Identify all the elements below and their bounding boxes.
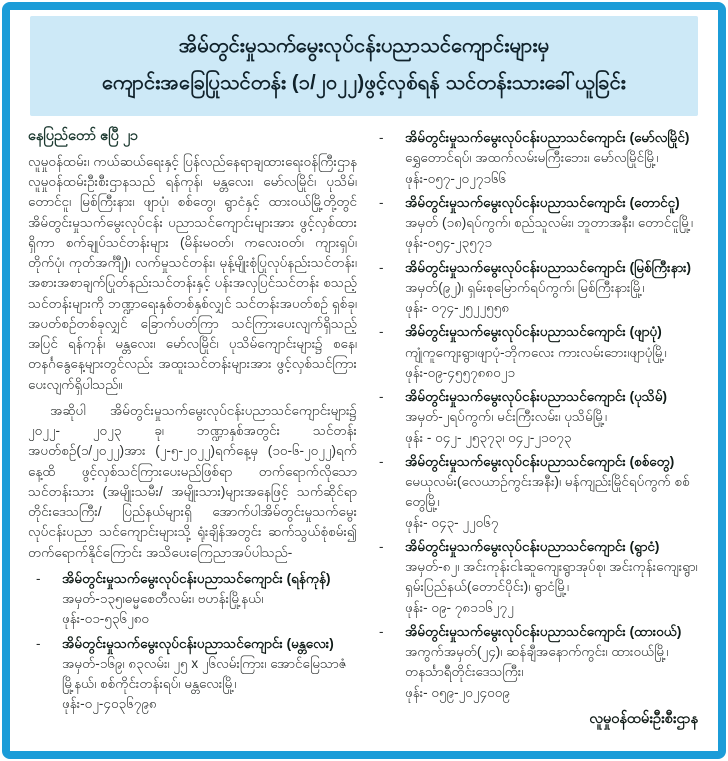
school-name: အိမ်တွင်းမှုသက်မွေးလုပ်ငန်းပညာသင်ကျောင်း (မြစ်ကြီးနား) bbox=[405, 259, 692, 275]
school-name: အိမ်တွင်းမှုသက်မွေးလုပ်ငန်းပညာသင်ကျောင်း (ထားဝယ်) bbox=[405, 623, 682, 639]
school-address: မေယုလမ်း(လေယာဉ်ကွင်းအနီး)၊ မန်ကျည်းမြိုင်ရပ်ကွက် စစ်တွေမြို့၊ bbox=[405, 474, 690, 510]
blue-frame-border bbox=[2, 2, 726, 759]
school-address: အမှတ်(၉၂)၊ ရှမ်းစုမြောက်ရပ်ကွက်၊ မြစ်ကြီးနားမြို့၊ bbox=[405, 279, 645, 295]
list-dash: - bbox=[379, 623, 384, 639]
notice-title-line2: ကျောင်းအခြေပြုသင်တန်း (၁/၂၀၂၂)ဖွင့်လှစ်ရန် သင်တန်းသားခေါ်ယူခြင်း bbox=[102, 72, 626, 94]
school-name: အိမ်တွင်းမှုသက်မွေးလုပ်ငန်းပညာသင်ကျောင်း (ပုသိမ်) bbox=[405, 389, 668, 404]
list-dash: - bbox=[379, 130, 384, 145]
school-address: အမှတ် (၁၈)ရပ်ကွက်၊ စည်သူလမ်း၊ ဘူတာအနီး၊ တောင်ငူမြို့၊ bbox=[405, 215, 694, 230]
school-address: ကျုံကူကျေးရွာ၊ဖျာပုံ-ဘိုကလေး ကားလမ်းဘေး၊ဖျာပုံမြို့၊ bbox=[405, 344, 667, 360]
list-dash: - bbox=[36, 570, 41, 586]
list-dash: - bbox=[379, 324, 384, 340]
paragraph-1: လူမှုဝန်ထမ်း၊ ကယ်ဆယ်ရေးနှင့် ပြန်လည်နေရာချထားရေးဝန်ကြီးဌာန လူမှုဝန်ထမ်းဦးစီးဌာနသည် ရန်ကုန်၊ မန္တလေး၊ မော်လမြိုင်၊ ပုသိမ်၊ တောင်ငူ၊ မြစ်ကြီးနား၊ ဖျာပုံ၊ စစ်တွေ၊ ရွာငံနှင့် ထားဝယ်မြို့တို့တွင် အိမ်တွင်းမှုသက်မွေးလုပ်ငန်း ပညာသင်ကျောင်းများအား ဖွင့်လှစ်ထားရှိကာ စက်ချုပ်သင်တန်းများ (မိန်းမဝတ်၊ ကလေးဝတ်၊ ကျားရှပ်၊ တိုက်ပုံ၊ ကုတ်အင်္ကျီ)၊ လက်မှုသင်တန်း၊ မုန့်မျိုးစုံပြုလုပ်နည်းသင်တန်း၊ အစားအစာချက်ပြုတ်နည်းသင်တန်းနှင့် ပန်းအလှပြင်သင်တန်း စသည့်သင်တန်းများကို ဘဏ္ဍာရေးနှစ်တစ်နှစ်လျှင် သင်တန်းအပတ်စဉ် ရှစ်ခု၊ အပတ်စဉ်တစ်ခုလျှင် ခြောက်ပတ်ကြာ သင်ကြားပေးလျက်ရှိသည့်အပြင် ရန်ကုန်၊ မန္တလေး၊ မော်လမြိုင်၊ ပုသိမ်ကျောင်းများ၌ စနေ၊ တနင်္ဂနွေနေ့များတွင်လည်း အထူးသင်တန်းများအား ဖွင့်လှစ်သင်ကြားပေးလျက်ရှိပါသည်။ bbox=[28, 153, 357, 392]
school-entry-taungoo bbox=[371, 193, 700, 254]
school-phone: ဖုန်း- ၀၅၉-၂၀၂၄၀၀၉ bbox=[405, 684, 510, 700]
title-banner bbox=[30, 16, 698, 116]
list-dash: - bbox=[379, 389, 384, 404]
paragraph-2: အဆိုပါ အိမ်တွင်းမှုသက်မွေးလုပ်ငန်းပညာသင်ကျောင်းများ၌ ၂၀၂၂- ၂၀၂၃ ခု၊ ဘဏ္ဍာနှစ်အတွင်း သင်တန်းအပတ်စဉ်(၁/၂၀၂၂)အား (၂-၅-၂၀၂၂)ရက်နေ့မှ (၁၀-၆-၂၀၂၂)ရက်နေ့ထိ ဖွင့်လှစ်သင်ကြားပေးမည်ဖြစ်ရာ တက်ရောက်လိုသော သင်တန်းသား (အမျိုးသမီး/ အမျိုးသား)များအနေဖြင့် သက်ဆိုင်ရာတိုင်းဒေသကြီး/ ပြည်နယ်များရှိ အောက်ပါအိမ်တွင်းမှုသက်မွေးလုပ်ငန်းပညာ သင်ကျောင်းများသို့ ရုံးချိန်အတွင်း ဆက်သွယ်စုံစမ်း၍ တက်ရောက်နိုင်ကြောင်း အသိပေးကြေညာအပ်ပါသည်- bbox=[28, 402, 357, 560]
right-column bbox=[371, 126, 700, 731]
school-name: အိမ်တွင်းမှုသက်မွေးလုပ်ငန်းပညာသင်ကျောင်း (ဖျာပုံ) bbox=[405, 324, 662, 340]
school-phone: ဖုန်း- ၀၉- ၇၈၁၁၆၂၇၂ bbox=[405, 599, 514, 615]
school-phone: ဖုန်း-၀၁-၅၃၆၂၈၀ bbox=[62, 611, 150, 627]
school-name: အိမ်တွင်းမှုသက်မွေးလုပ်ငန်းပညာသင်ကျောင်း (စစ်တွေ) bbox=[405, 453, 675, 469]
school-address: အမှတ်-၁၃၅၊ဓမ္မစေတီလမ်း၊ ဗဟန်းမြို့နယ်၊ bbox=[62, 591, 264, 606]
list-dash: - bbox=[379, 259, 384, 275]
school-entry-pathein bbox=[371, 387, 700, 448]
school-name: အိမ်တွင်းမှုသက်မွေးလုပ်ငန်းပညာသင်ကျောင်း (ရွာငံ) bbox=[405, 538, 660, 554]
list-dash: - bbox=[379, 194, 384, 210]
school-phone: ဖုန်း-၀၉-၄၅၅၇၈၈၀၂၁ bbox=[405, 364, 515, 380]
school-phone: ဖုန်း- ၀၄၃- ၂၂၀၆၇ bbox=[405, 514, 499, 530]
school-name: အိမ်တွင်းမှုသက်မွေးလုပ်ငန်းပညာသင်ကျောင်း (တောင်ငူ) bbox=[405, 194, 680, 210]
list-dash: - bbox=[379, 538, 384, 554]
school-address: အမှတ်-၈၂၊ အင်းကုန်းငါးဆူကျေးရွာအုပ်စု၊ အင်းကုန်းကျေးရွာ၊ ရှမ်းပြည်နယ်(တောင်ပိုင်း)၊ ရွာငံမြို့၊ bbox=[405, 559, 698, 595]
school-name: အိမ်တွင်းမှုသက်မွေးလုပ်ငန်းပညာသင်ကျောင်း (ရန်ကုန်) bbox=[62, 570, 331, 586]
notice-title-line1: အိမ်တွင်းမှုသက်မွေးလုပ်ငန်းပညာသင်ကျောင်းများမှ bbox=[178, 35, 550, 57]
school-entry-dawei bbox=[371, 622, 700, 703]
article-body bbox=[22, 116, 706, 731]
school-address: အမှတ်-၁၆၉၊ ၈၃လမ်း၊ ၂၅ x ၂၆လမ်းကြား၊ အောင်မြေသာဇံမြို့နယ်၊ စစ်ကိုင်းတန်းရပ်၊ မန္တလေးမြို့၊ bbox=[62, 655, 347, 691]
school-entry-yangon bbox=[28, 569, 357, 630]
school-entry-mawlamyine bbox=[371, 128, 700, 189]
school-phone: ဖုန်း-၀၅၄-၂၃၅၇၁ bbox=[405, 235, 492, 251]
department-signature: လူမှုဝန်ထမ်းဦးစီးဌာန bbox=[589, 710, 698, 727]
school-entry-myitkyina bbox=[371, 258, 700, 319]
dateline: နေပြည်တော် ဧပြီ ၂၁ bbox=[28, 128, 139, 144]
school-address: ရွှေတောင်ရပ်၊ အထက်လမ်းမကြီးဘေး၊ မော်လမြိုင်မြို့၊ bbox=[405, 150, 659, 166]
list-dash: - bbox=[36, 635, 41, 651]
school-name: အိမ်တွင်းမှုသက်မွေးလုပ်ငန်းပညာသင်ကျောင်း (မန္တလေး) bbox=[62, 635, 334, 651]
school-phone: ဖုန်း-၀၅၇-၂၀၂၇၁၆၆ bbox=[405, 170, 507, 186]
school-entry-mandalay bbox=[28, 634, 357, 715]
school-phone: ဖုန်း-၀၂-၄၀၃၆၇၉၈ bbox=[62, 696, 157, 712]
school-phone: ဖုန်း- ၀၇၄-၂၅၂၂၅၅၈ bbox=[405, 300, 510, 315]
school-address: အမှတ်-၂ရပ်ကွက်၊ မင်းကြီးလမ်း၊ ပုသိမ်မြို့၊ bbox=[405, 409, 608, 425]
list-dash: - bbox=[379, 453, 384, 469]
school-entry-sittwe bbox=[371, 452, 700, 533]
school-name: အိမ်တွင်းမှုသက်မွေးလုပ်ငန်းပညာသင်ကျောင်း (မော်လမြိုင်) bbox=[405, 130, 690, 145]
school-address: အကွက်အမှတ်(၂၄)၊ ဆန်ချီအနောက်ကွင်း၊ ထားဝယ်မြို့၊ တနင်္သာရီတိုင်းဒေသကြီး၊ bbox=[405, 644, 669, 680]
school-entry-ywangan bbox=[371, 537, 700, 618]
school-phone: ဖုန်း - ၀၄၂- ၂၅၃၇၃၊ ၀၄၂-၂၁၀၇၃ bbox=[405, 429, 572, 445]
school-entry-pyapon bbox=[371, 322, 700, 383]
left-column bbox=[28, 126, 357, 731]
